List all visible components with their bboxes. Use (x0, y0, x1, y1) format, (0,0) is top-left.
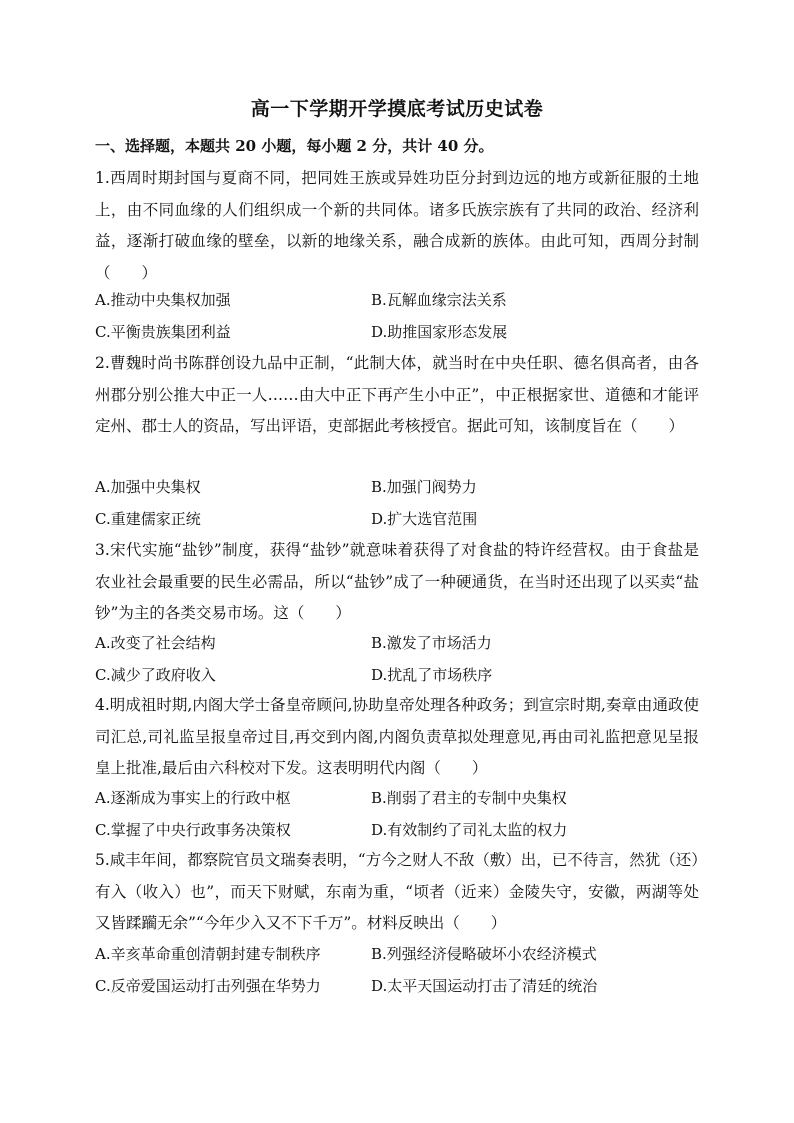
option-a[interactable]: A.改变了社会结构 (95, 634, 216, 652)
question-3-stem: 3.宋代实施“盐钞”制度，获得“盐钞”就意味着获得了对食盐的特许经营权。由于食盐是农业社会最重要的民生必需品，所以“盐钞”成了一种硬通货，在当时还出现了以买卖“盐钞”为主的各类交易市场。这（ ） (95, 541, 699, 622)
question-4-stem: 4.明成祖时期,内阁大学士备皇帝顾问,协助皇帝处理各种政务；到宣宗时期,奏章由通政使司汇总,司礼监呈报皇帝过目,再交到内阁,内阁负责草拟处理意见,再由司礼监把意见呈报皇上批准,最后由六科校对下发。这表明明代内阁（ ） (95, 696, 699, 777)
option-b[interactable]: B.削弱了君主的专制中央集权 (371, 789, 567, 807)
option-c[interactable]: C.平衡贵族集团利益 (95, 322, 231, 341)
option-b[interactable]: B.激发了市场活力 (371, 634, 492, 652)
question-5-options (95, 939, 699, 1002)
option-a[interactable]: A.辛亥革命重创清朝封建专制秩序 (95, 945, 321, 963)
option-c[interactable]: C.减少了政府收入 (95, 665, 216, 684)
question-3-options (95, 628, 699, 691)
section-heading: 一、选择题，本题共 20 小题，每小题 2 分，共计 40 分。 (95, 137, 494, 155)
option-d[interactable]: D.太平天国运动打击了清廷的统治 (371, 976, 598, 995)
question-4-options (95, 783, 699, 846)
question-5-stem: 5.咸丰年间，都察院官员文瑞奏表明，“方今之财人不敌（敷）出，已不待言，然犹（还）有入（收入）也”，而天下财赋，东南为重，“顷者（近来）金陵失守，安徽，两湖等处又皆蹂躏无余”“今年少入又不下千万”。材料反映出（ ） (95, 851, 699, 932)
option-b[interactable]: B.瓦解血缘宗法关系 (371, 291, 507, 309)
option-a[interactable]: A.加强中央集权 (95, 478, 201, 496)
question-2-options (95, 472, 699, 535)
option-c[interactable]: C.重建儒家正统 (95, 509, 201, 528)
page-title: 高一下学期开学摸底考试历史试卷 (250, 98, 544, 120)
option-c[interactable]: C.反帝爱国运动打击列强在华势力 (95, 976, 321, 995)
option-a[interactable]: A.逐渐成为事实上的行政中枢 (95, 789, 291, 807)
question-2-stem: 2.曹魏时尚书陈群创设九品中正制，“此制大体，就当时在中央任职、德名俱高者，由各州郡分别公推大中正一人……由大中正下再产生小中正”，中正根据家世、道德和才能评定州、郡士人的资品，写出评语，吏部据此考核授官。据此可知，该制度旨在（ ） (95, 354, 699, 435)
option-c[interactable]: C.掌握了中央行政事务决策权 (95, 820, 291, 839)
option-d[interactable]: D.扰乱了市场秩序 (371, 665, 493, 684)
option-b[interactable]: B.列强经济侵略破坏小农经济模式 (371, 945, 597, 963)
option-b[interactable]: B.加强门阀势力 (371, 478, 477, 496)
option-d[interactable]: D.助推国家形态发展 (371, 322, 508, 341)
question-1-stem: 1.西周时期封国与夏商不同，把同姓王族或异姓功臣分封到边远的地方或新征服的土地上，由不同血缘的人们组织成一个新的共同体。诸多氏族宗族有了共同的政治、经济利益，逐渐打破血缘的壁垒，以新的地缘关系，融合成新的族体。由此可知，西周分封制（ ） (95, 169, 699, 282)
option-d[interactable]: D.有效制约了司礼太监的权力 (371, 820, 568, 839)
question-1-options (95, 285, 699, 348)
option-a[interactable]: A.推动中央集权加强 (95, 291, 231, 309)
option-d[interactable]: D.扩大选官范围 (371, 509, 478, 528)
